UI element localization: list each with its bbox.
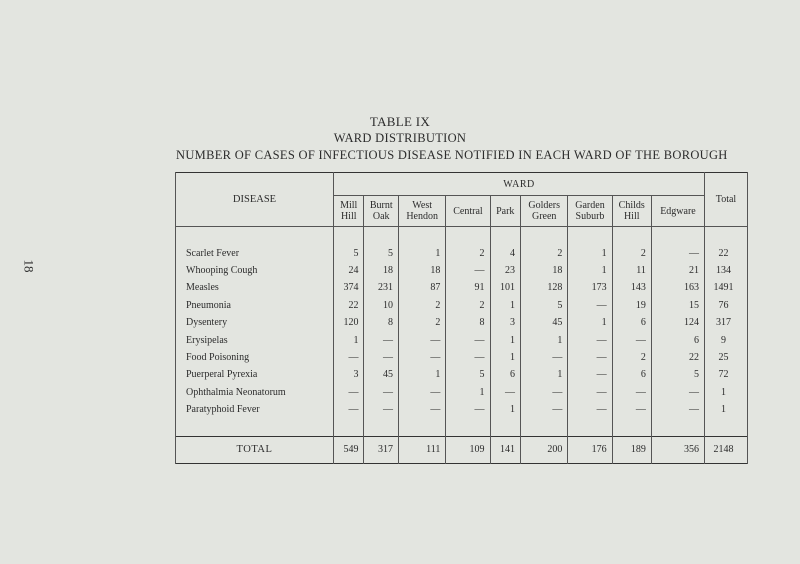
- ward-column-header-line: Garden: [575, 200, 605, 211]
- ward-count-cell: 24: [334, 262, 364, 279]
- ward-count-cell: 45: [364, 366, 399, 383]
- ward-column-header-line: Burnt: [369, 200, 393, 211]
- ward-count-cell: 1: [446, 384, 490, 401]
- table-row: [176, 384, 748, 401]
- ward-count-cell: —: [364, 401, 399, 418]
- ward-count-cell: 163: [651, 279, 704, 296]
- ward-total-cell: 176: [568, 436, 612, 463]
- ward-header: WARD: [334, 173, 705, 196]
- ward-count-cell: 18: [521, 262, 568, 279]
- ward-count-cell: —: [521, 349, 568, 366]
- ward-count-cell: 143: [612, 279, 651, 296]
- ward-count-cell: 124: [651, 314, 704, 331]
- spacer-cell: [521, 227, 568, 245]
- ward-count-cell: 22: [334, 297, 364, 314]
- totals-label: TOTAL: [176, 436, 334, 463]
- ward-count-cell: 4: [490, 244, 520, 261]
- ward-count-cell: 1: [398, 366, 445, 383]
- table-row: [176, 244, 748, 261]
- spacer-cell: [446, 227, 490, 245]
- table-row: [176, 297, 748, 314]
- ward-count-cell: —: [364, 384, 399, 401]
- ward-count-cell: —: [612, 401, 651, 418]
- ward-count-cell: 1: [490, 401, 520, 418]
- ward-count-cell: 8: [364, 314, 399, 331]
- disease-name: Measles: [176, 279, 334, 296]
- spacer-cell: [568, 418, 612, 436]
- ward-column-header: [398, 196, 445, 227]
- ward-column-header-line: West: [412, 200, 433, 211]
- ward-count-cell: 23: [490, 262, 520, 279]
- ward-count-cell: 15: [651, 297, 704, 314]
- ward-count-cell: 18: [398, 262, 445, 279]
- ward-count-cell: 19: [612, 297, 651, 314]
- ward-count-cell: 5: [651, 366, 704, 383]
- row-total-cell: 22: [705, 244, 748, 261]
- ward-count-cell: —: [334, 349, 364, 366]
- spacer-cell: [364, 227, 399, 245]
- ward-count-cell: —: [612, 384, 651, 401]
- ward-count-cell: 2: [612, 244, 651, 261]
- ward-column-header-line: Suburb: [575, 211, 605, 222]
- spacer-cell: [490, 227, 520, 245]
- ward-count-cell: 1: [490, 349, 520, 366]
- ward-total-cell: 141: [490, 436, 520, 463]
- ward-count-cell: 1: [334, 331, 364, 348]
- grand-total-cell: 2148: [705, 436, 748, 463]
- table-row: [176, 366, 748, 383]
- disease-name: Erysipelas: [176, 331, 334, 348]
- ward-column-header-line: Hendon: [406, 211, 438, 222]
- ward-count-cell: 10: [364, 297, 399, 314]
- ward-total-cell: 189: [612, 436, 651, 463]
- ward-count-cell: 2: [446, 244, 490, 261]
- ward-column-header-line: Oak: [372, 211, 390, 222]
- spacer-cell: [612, 227, 651, 245]
- ward-count-cell: —: [568, 384, 612, 401]
- ward-column-header-line: Childs: [618, 200, 645, 211]
- ward-total-cell: 356: [651, 436, 704, 463]
- ward-column-header: [521, 196, 568, 227]
- ward-count-cell: 231: [364, 279, 399, 296]
- row-total-cell: 1: [705, 384, 748, 401]
- row-total-cell: 76: [705, 297, 748, 314]
- spacer-cell: [490, 418, 520, 436]
- spacer-cell: [176, 227, 334, 245]
- ward-count-cell: 1: [568, 314, 612, 331]
- spacer-cell: [334, 418, 364, 436]
- disease-name: Food Poisoning: [176, 349, 334, 366]
- row-total-cell: 72: [705, 366, 748, 383]
- ward-count-cell: 91: [446, 279, 490, 296]
- ward-count-cell: —: [568, 331, 612, 348]
- row-total-cell: 134: [705, 262, 748, 279]
- disease-name: Paratyphoid Fever: [176, 401, 334, 418]
- ward-count-cell: —: [568, 401, 612, 418]
- spacer-cell: [398, 227, 445, 245]
- ward-count-cell: 101: [490, 279, 520, 296]
- ward-count-cell: —: [568, 297, 612, 314]
- ward-count-cell: 1: [521, 366, 568, 383]
- ward-count-cell: —: [334, 401, 364, 418]
- ward-count-cell: —: [651, 401, 704, 418]
- spacer-row: [176, 418, 748, 436]
- ward-column-header-line: Park: [496, 205, 515, 217]
- ward-count-cell: 1: [490, 331, 520, 348]
- row-total-cell: 9: [705, 331, 748, 348]
- ward-count-cell: —: [398, 401, 445, 418]
- ward-count-cell: 6: [490, 366, 520, 383]
- ward-count-cell: 6: [651, 331, 704, 348]
- disease-name: Dysentery: [176, 314, 334, 331]
- row-total-cell: 1: [705, 401, 748, 418]
- ward-count-cell: —: [568, 349, 612, 366]
- ward-count-cell: 1: [490, 297, 520, 314]
- spacer-cell: [398, 418, 445, 436]
- ward-column-header: [446, 196, 490, 227]
- ward-count-cell: —: [446, 262, 490, 279]
- ward-count-cell: 128: [521, 279, 568, 296]
- row-total-cell: 317: [705, 314, 748, 331]
- ward-count-cell: —: [651, 384, 704, 401]
- ward-count-cell: 11: [612, 262, 651, 279]
- ward-count-cell: —: [364, 331, 399, 348]
- ward-count-cell: 5: [364, 244, 399, 261]
- ward-count-cell: —: [446, 349, 490, 366]
- table-heading: NUMBER OF CASES OF INFECTIOUS DISEASE NOTIFIED IN EACH WARD OF THE BOROUGH: [176, 148, 728, 162]
- ward-count-cell: —: [398, 384, 445, 401]
- disease-name: Ophthalmia Neonatorum: [176, 384, 334, 401]
- table-row: [176, 331, 748, 348]
- ward-column-header: [334, 196, 364, 227]
- spacer-cell: [651, 227, 704, 245]
- disease-name: Scarlet Fever: [176, 244, 334, 261]
- ward-count-cell: 2: [521, 244, 568, 261]
- ward-count-cell: 173: [568, 279, 612, 296]
- ward-count-cell: —: [521, 384, 568, 401]
- spacer-cell: [446, 418, 490, 436]
- ward-total-cell: 317: [364, 436, 399, 463]
- spacer-cell: [364, 418, 399, 436]
- ward-count-cell: 5: [334, 244, 364, 261]
- total-header: Total: [705, 173, 748, 227]
- ward-count-cell: 2: [446, 297, 490, 314]
- ward-count-cell: —: [398, 331, 445, 348]
- ward-count-cell: 120: [334, 314, 364, 331]
- ward-column-header-line: Green: [531, 211, 557, 222]
- spacer-cell: [176, 418, 334, 436]
- spacer-cell: [521, 418, 568, 436]
- spacer-cell: [705, 227, 748, 245]
- table-row: [176, 262, 748, 279]
- ward-column-header-line: Hill: [340, 211, 357, 222]
- row-total-cell: 25: [705, 349, 748, 366]
- spacer-cell: [568, 227, 612, 245]
- table-label: TABLE IX: [369, 114, 431, 129]
- spacer-cell: [334, 227, 364, 245]
- ward-count-cell: —: [490, 384, 520, 401]
- ward-count-cell: 3: [334, 366, 364, 383]
- spacer-cell: [705, 418, 748, 436]
- ward-count-cell: —: [612, 331, 651, 348]
- ward-count-cell: 3: [490, 314, 520, 331]
- ward-count-cell: —: [364, 349, 399, 366]
- ward-count-cell: 6: [612, 314, 651, 331]
- ward-count-cell: 2: [398, 314, 445, 331]
- totals-row: [176, 436, 748, 463]
- ward-column-header: [364, 196, 399, 227]
- table-row: [176, 279, 748, 296]
- ward-total-cell: 109: [446, 436, 490, 463]
- ward-count-cell: 1: [568, 262, 612, 279]
- ward-total-cell: 200: [521, 436, 568, 463]
- ward-total-cell: 111: [398, 436, 445, 463]
- ward-count-cell: 21: [651, 262, 704, 279]
- ward-count-cell: —: [521, 401, 568, 418]
- ward-column-header: [568, 196, 612, 227]
- disease-name: Puerperal Pyrexia: [176, 366, 334, 383]
- ward-count-cell: 45: [521, 314, 568, 331]
- ward-count-cell: 18: [364, 262, 399, 279]
- ward-count-cell: —: [398, 349, 445, 366]
- ward-column-header: [651, 196, 704, 227]
- ward-count-cell: 1: [568, 244, 612, 261]
- ward-column-header-line: Central: [453, 205, 483, 217]
- ward-count-cell: 5: [521, 297, 568, 314]
- ward-column-header: [612, 196, 651, 227]
- row-total-cell: 1491: [705, 279, 748, 296]
- ward-count-cell: 1: [398, 244, 445, 261]
- ward-count-cell: 2: [398, 297, 445, 314]
- ward-count-cell: —: [568, 366, 612, 383]
- table-subtitle: WARD DISTRIBUTION: [333, 131, 467, 145]
- ward-count-cell: —: [446, 401, 490, 418]
- ward-count-cell: 87: [398, 279, 445, 296]
- table-row: [176, 314, 748, 331]
- page-number: 18: [21, 259, 37, 273]
- ward-column-header-line: Mill: [340, 200, 358, 211]
- table-row: [176, 401, 748, 418]
- ward-count-cell: 374: [334, 279, 364, 296]
- ward-count-cell: 5: [446, 366, 490, 383]
- ward-count-cell: —: [334, 384, 364, 401]
- ward-count-cell: 22: [651, 349, 704, 366]
- disease-name: Whooping Cough: [176, 262, 334, 279]
- ward-count-cell: 2: [612, 349, 651, 366]
- ward-count-cell: 6: [612, 366, 651, 383]
- ward-count-cell: 8: [446, 314, 490, 331]
- ward-total-cell: 549: [334, 436, 364, 463]
- ward-count-cell: 1: [521, 331, 568, 348]
- spacer-cell: [651, 418, 704, 436]
- table-row: [176, 349, 748, 366]
- disease-name: Pneumonia: [176, 297, 334, 314]
- ward-column-header-line: Golders: [528, 200, 561, 211]
- spacer-cell: [612, 418, 651, 436]
- ward-column-header-line: Edgware: [660, 205, 696, 217]
- ward-count-cell: —: [651, 244, 704, 261]
- ward-count-cell: —: [446, 331, 490, 348]
- disease-table: [175, 172, 748, 464]
- disease-header: DISEASE: [176, 173, 334, 227]
- ward-column-header-line: Hill: [623, 211, 640, 222]
- ward-column-header: [490, 196, 520, 227]
